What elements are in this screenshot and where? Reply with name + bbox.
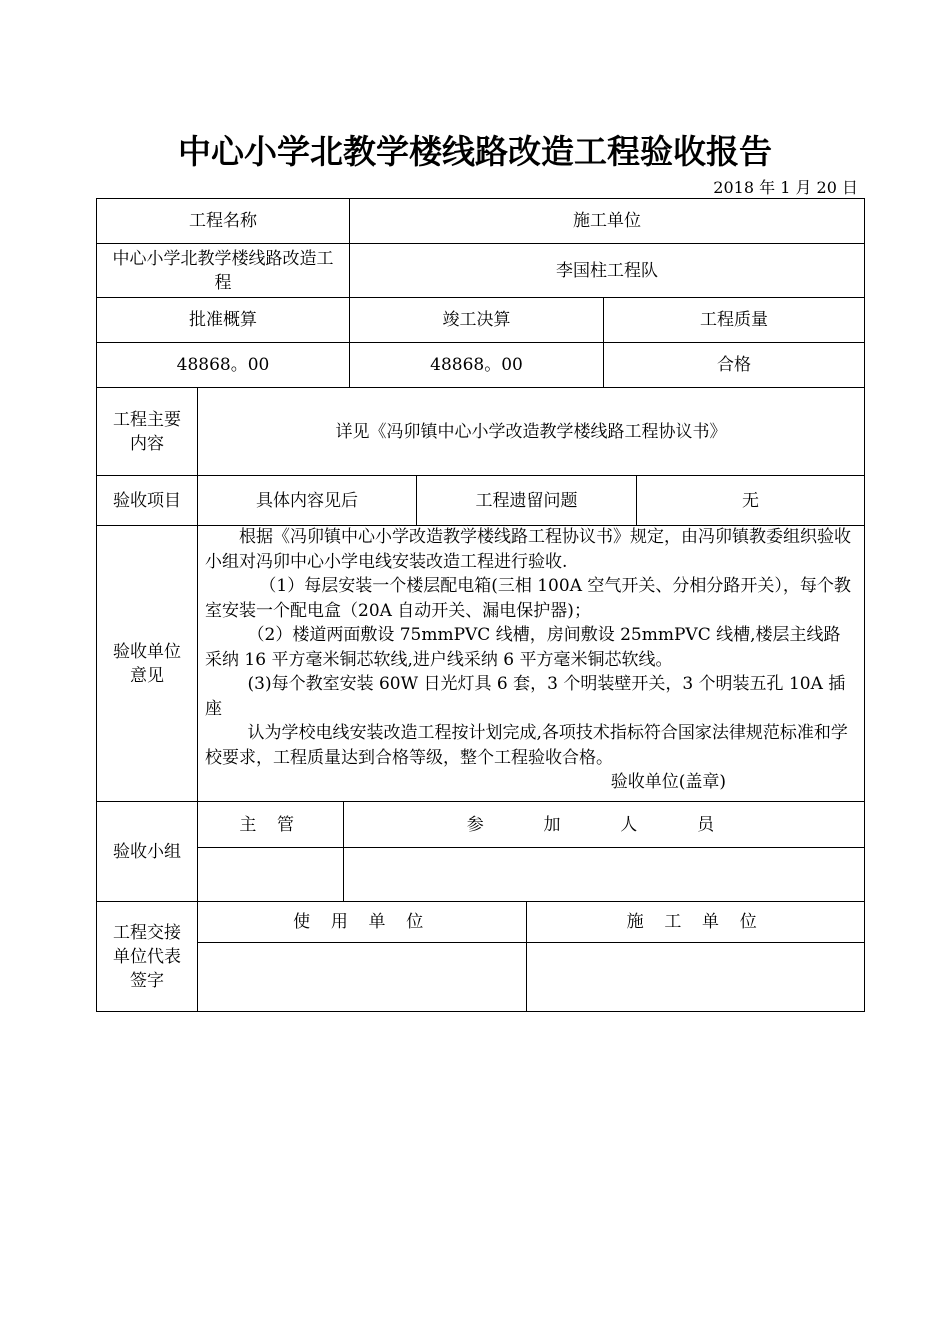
contractor-unit-label: 施 工 单 位 xyxy=(526,901,865,943)
report-date: 2018 年 1 月 20 日 xyxy=(713,178,858,197)
opinion-para-1: 根据《冯卯镇中心小学改造教学楼线路工程协议书》规定，由冯卯镇教委组织验收小组对冯卯中心小学电线安装改造工程进行验收. xyxy=(205,527,851,572)
opinion-para-3: （2）楼道两面敷设 75mmPVC 线槽，房间敷设 25mmPVC 线槽,楼层主线路采纳 16 平方毫米铜芯软线,进户线采纳 6 平方毫米铜芯软线。 xyxy=(205,625,841,670)
quality-value: 合格 xyxy=(603,342,865,388)
opinion-stamp: 验收单位(盖章) xyxy=(610,772,726,792)
main-content-label: 工程主要内容 xyxy=(96,387,198,476)
acceptance-item-label: 验收项目 xyxy=(96,475,198,526)
opinion-para-2: （1）每层安装一个楼层配电箱(三相 100A 空气开关、分相分路开关），每个教室安装一个配电盒（20A 自动开关、漏电保护器)； xyxy=(205,576,851,621)
quality-label: 工程质量 xyxy=(603,297,865,343)
approved-budget-value: 48868。00 xyxy=(96,342,350,388)
final-account-label: 竣工决算 xyxy=(349,297,604,343)
opinion-text xyxy=(197,525,864,801)
user-unit-label: 使 用 单 位 xyxy=(197,901,527,943)
report-title: 中心小学北教学楼线路改造工程验收报告 xyxy=(178,132,772,171)
acceptance-item-value: 具体内容见后 xyxy=(197,475,417,526)
issues-value: 无 xyxy=(636,475,865,526)
supervisor-label: 主 管 xyxy=(197,801,344,848)
opinion-para-5: 认为学校电线安装改造工程按计划完成,各项技术指标符合国家法律规范标准和学校要求，工程质量达到合格等级，整个工程验收合格。 xyxy=(205,723,848,768)
contractor-label: 施工单位 xyxy=(349,198,865,244)
members-signature xyxy=(343,847,865,902)
supervisor-signature xyxy=(197,847,344,902)
project-name-value: 中心小学北教学楼线路改造工程 xyxy=(96,243,350,298)
user-unit-signature xyxy=(197,942,527,1012)
opinion-label: 验收单位意见 xyxy=(96,525,198,802)
contractor-value: 李国柱工程队 xyxy=(349,243,865,298)
issues-label: 工程遗留问题 xyxy=(416,475,637,526)
handover-label: 工程交接单位代表签字 xyxy=(96,901,198,1012)
approved-budget-label: 批准概算 xyxy=(96,297,350,343)
opinion-para-4: (3)每个教室安装 60W 日光灯具 6 套，3 个明装壁开关，3 个明装五孔 10A 插座 xyxy=(205,674,846,719)
members-label: 参 加 人 员 xyxy=(343,801,865,848)
final-account-value: 48868。00 xyxy=(349,342,604,388)
team-label: 验收小组 xyxy=(96,801,198,902)
main-content-value: 详见《冯卯镇中心小学改造教学楼线路工程协议书》 xyxy=(197,387,865,476)
project-name-label: 工程名称 xyxy=(96,198,350,244)
contractor-unit-signature xyxy=(526,942,865,1012)
